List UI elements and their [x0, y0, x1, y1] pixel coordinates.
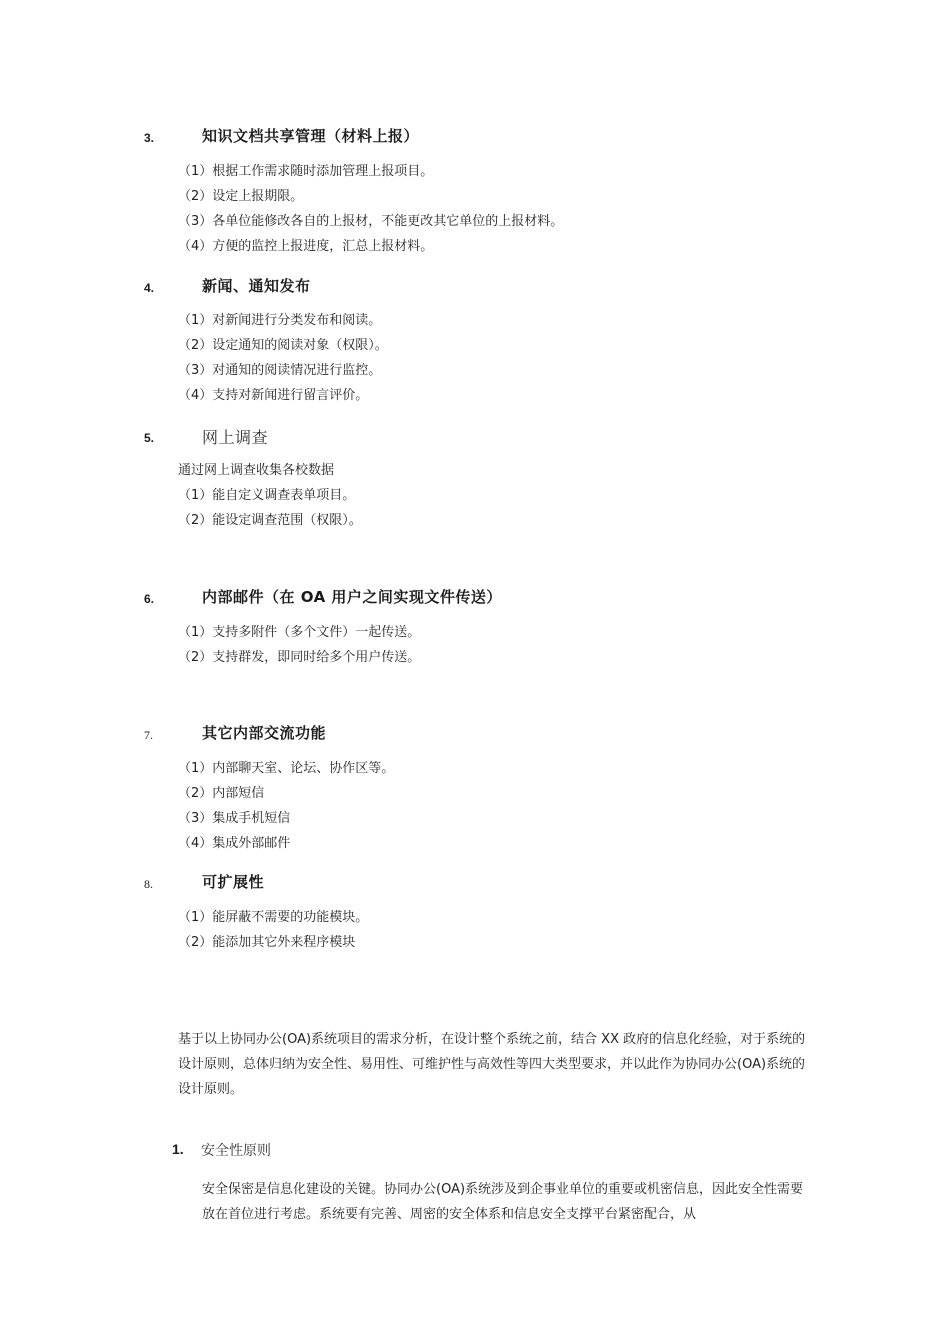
summary-paragraph: 基于以上协同办公(OA)系统项目的需求分析，在设计整个系统之前，结合 XX 政府的信息化经验，对于系统的设计原则，总体归纳为安全性、易用性、可维护性与高效性等四大类型要求，并以此作为协同办公(OA)系统的设计原则。 — [178, 1032, 806, 1097]
section-title: 网上调查 — [202, 428, 269, 447]
list-item: （2）能设定调查范围（权限）。 — [178, 513, 362, 528]
section-title: 可扩展性 — [202, 873, 265, 891]
list-item: （1）内部聊天室、论坛、协作区等。 — [178, 761, 395, 776]
list-item: （4）支持对新闻进行留言评价。 — [178, 388, 369, 403]
list-item: （3）对通知的阅读情况进行监控。 — [178, 363, 382, 378]
section-title: 新闻、通知发布 — [202, 277, 311, 295]
principle-number: 1. — [172, 1141, 184, 1157]
list-item: （2）能添加其它外来程序模块 — [178, 935, 356, 950]
list-item: （4）方便的监控上报进度，汇总上报材料。 — [178, 239, 434, 254]
section-title: 内部邮件（在 OA 用户之间实现文件传送） — [202, 588, 502, 606]
list-item: （1）能自定义调查表单项目。 — [178, 488, 356, 503]
section-number: 3. — [144, 131, 155, 145]
list-item: （2）设定上报期限。 — [178, 189, 304, 204]
list-item: （2）设定通知的阅读对象（权限）。 — [178, 338, 388, 353]
list-item: （2）支持群发，即同时给多个用户传送。 — [178, 650, 421, 665]
section-title: 知识文档共享管理（材料上报） — [202, 127, 420, 145]
list-item: （4）集成外部邮件 — [178, 836, 291, 851]
section-number: 4. — [144, 281, 155, 295]
section-number: 6. — [144, 592, 155, 606]
list-item: （1）能屏蔽不需要的功能模块。 — [178, 910, 369, 925]
list-item: （3）各单位能修改各自的上报材，不能更改其它单位的上报材料。 — [178, 214, 564, 229]
section-number: 8. — [144, 877, 153, 891]
section-title: 其它内部交流功能 — [202, 724, 327, 742]
list-item: （1）对新闻进行分类发布和阅读。 — [178, 313, 382, 328]
section-number: 5. — [144, 431, 155, 445]
list-item: （2）内部短信 — [178, 786, 265, 801]
list-item: （3）集成手机短信 — [178, 811, 291, 826]
section-number: 7. — [144, 728, 153, 742]
list-item: （1）支持多附件（多个文件）一起传送。 — [178, 625, 421, 640]
section-intro: 通过网上调查收集各校数据 — [178, 463, 335, 478]
principle-title: 安全性原则 — [201, 1143, 271, 1159]
list-item: （1）根据工作需求随时添加管理上报项目。 — [178, 164, 434, 179]
principle-paragraph: 安全保密是信息化建设的关键。协同办公(OA)系统涉及到企事业单位的重要或机密信息，因此安全性需要放在首位进行考虑。系统要有完善、周密的安全体系和信息安全支撑平台紧密配合，从 — [202, 1182, 804, 1222]
